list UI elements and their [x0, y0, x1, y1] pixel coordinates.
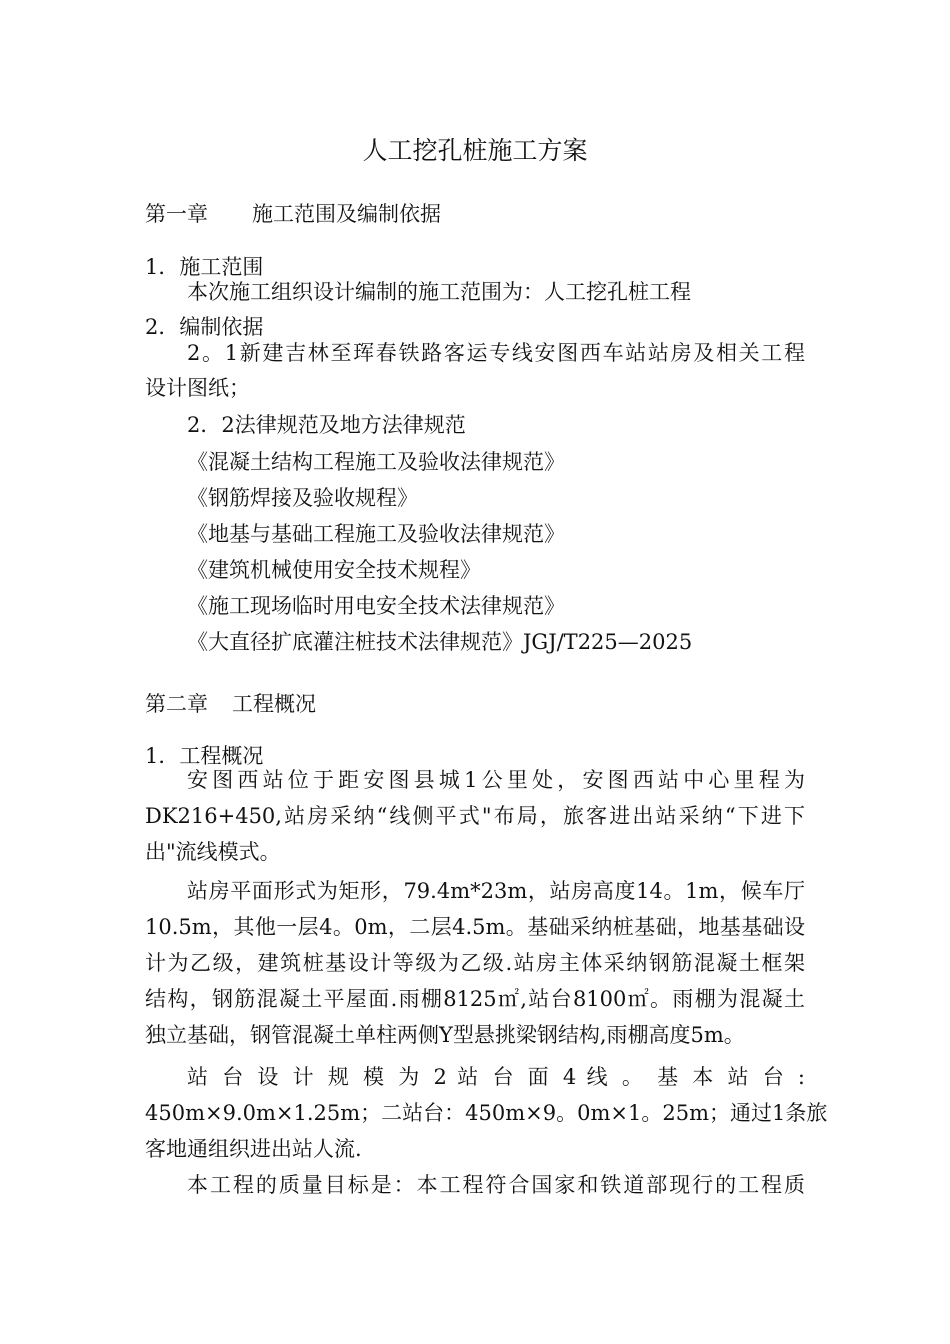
reference-item: 《混凝土结构工程施工及验收法律规范》 [187, 450, 565, 474]
paragraph-line: 站 台 设 计 规 模 为 2 站 台 面 4 线 。 基 本 站 台 : [187, 1065, 805, 1089]
paragraph-line: 客地通组织进出站人流. [145, 1137, 362, 1161]
paragraph-line: 10.5m，其他一层4。0m，二层4.5m。基础采纳桩基础，地基基础设 [145, 915, 805, 939]
section-2-2-heading: 2．2法律规范及地方法律规范 [187, 413, 466, 437]
section-2-heading: 2．编制依据 [145, 315, 264, 339]
reference-item: 《大直径扩底灌注桩技术法律规范》JGJ/T225—2025 [187, 630, 693, 654]
overview-heading: 1．工程概况 [145, 744, 264, 768]
paragraph-line: 站房平面形式为矩形，79.4m*23m，站房高度14。1m，候车厅 [187, 879, 805, 903]
chapter2-number: 第二章 [145, 692, 208, 716]
chapter1-title: 施工范围及编制依据 [252, 202, 441, 226]
chapter1-number: 第一章 [145, 202, 208, 226]
chapter1-heading [145, 199, 441, 229]
reference-item: 《建筑机械使用安全技术规程》 [187, 558, 481, 582]
reference-item: 《施工现场临时用电安全技术法律规范》 [187, 594, 565, 618]
section-2-1-line1: 2。1新建吉林至珲春铁路客运专线安图西车站站房及相关工程 [187, 341, 805, 365]
reference-item: 《钢筋焊接及验收规程》 [187, 486, 418, 510]
paragraph-line: 安图西站位于距安图县城1公里处，安图西站中心里程为 [187, 768, 805, 792]
paragraph-line: 独立基础，钢管混凝土单柱两侧Y型悬挑梁钢结构,雨棚高度5m。 [145, 1023, 745, 1047]
section-2-1-line2: 设计图纸； [145, 376, 250, 400]
reference-item: 《地基与基础工程施工及验收法律规范》 [187, 522, 565, 546]
paragraph-line: 计为乙级，建筑桩基设计等级为乙级.站房主体采纳钢筋混凝土框架 [145, 951, 805, 975]
paragraph-line: 450m×9.0m×1.25m；二站台：450m×9。0m×1。25m；通过1条旅 [145, 1101, 828, 1125]
paragraph-line: 本工程的质量目标是：本工程符合国家和铁道部现行的工程质 [187, 1173, 805, 1197]
chapter2-heading [145, 689, 316, 719]
paragraph-line: 出"流线模式。 [145, 840, 281, 864]
paragraph-line: DK216+450,站房采纳“线侧平式"布局，旅客进出站采纳“下进下 [145, 804, 805, 828]
chapter2-title: 工程概况 [232, 692, 316, 716]
paragraph-line: 结构，钢筋混凝土平屋面.雨棚8125㎡,站台8100㎡。雨棚为混凝土 [145, 987, 805, 1011]
document-title: 人工挖孔桩施工方案 [362, 136, 588, 165]
section-1-heading: 1．施工范围 [145, 255, 264, 279]
section-1-text: 本次施工组织设计编制的施工范围为：人工挖孔桩工程 [187, 280, 691, 304]
